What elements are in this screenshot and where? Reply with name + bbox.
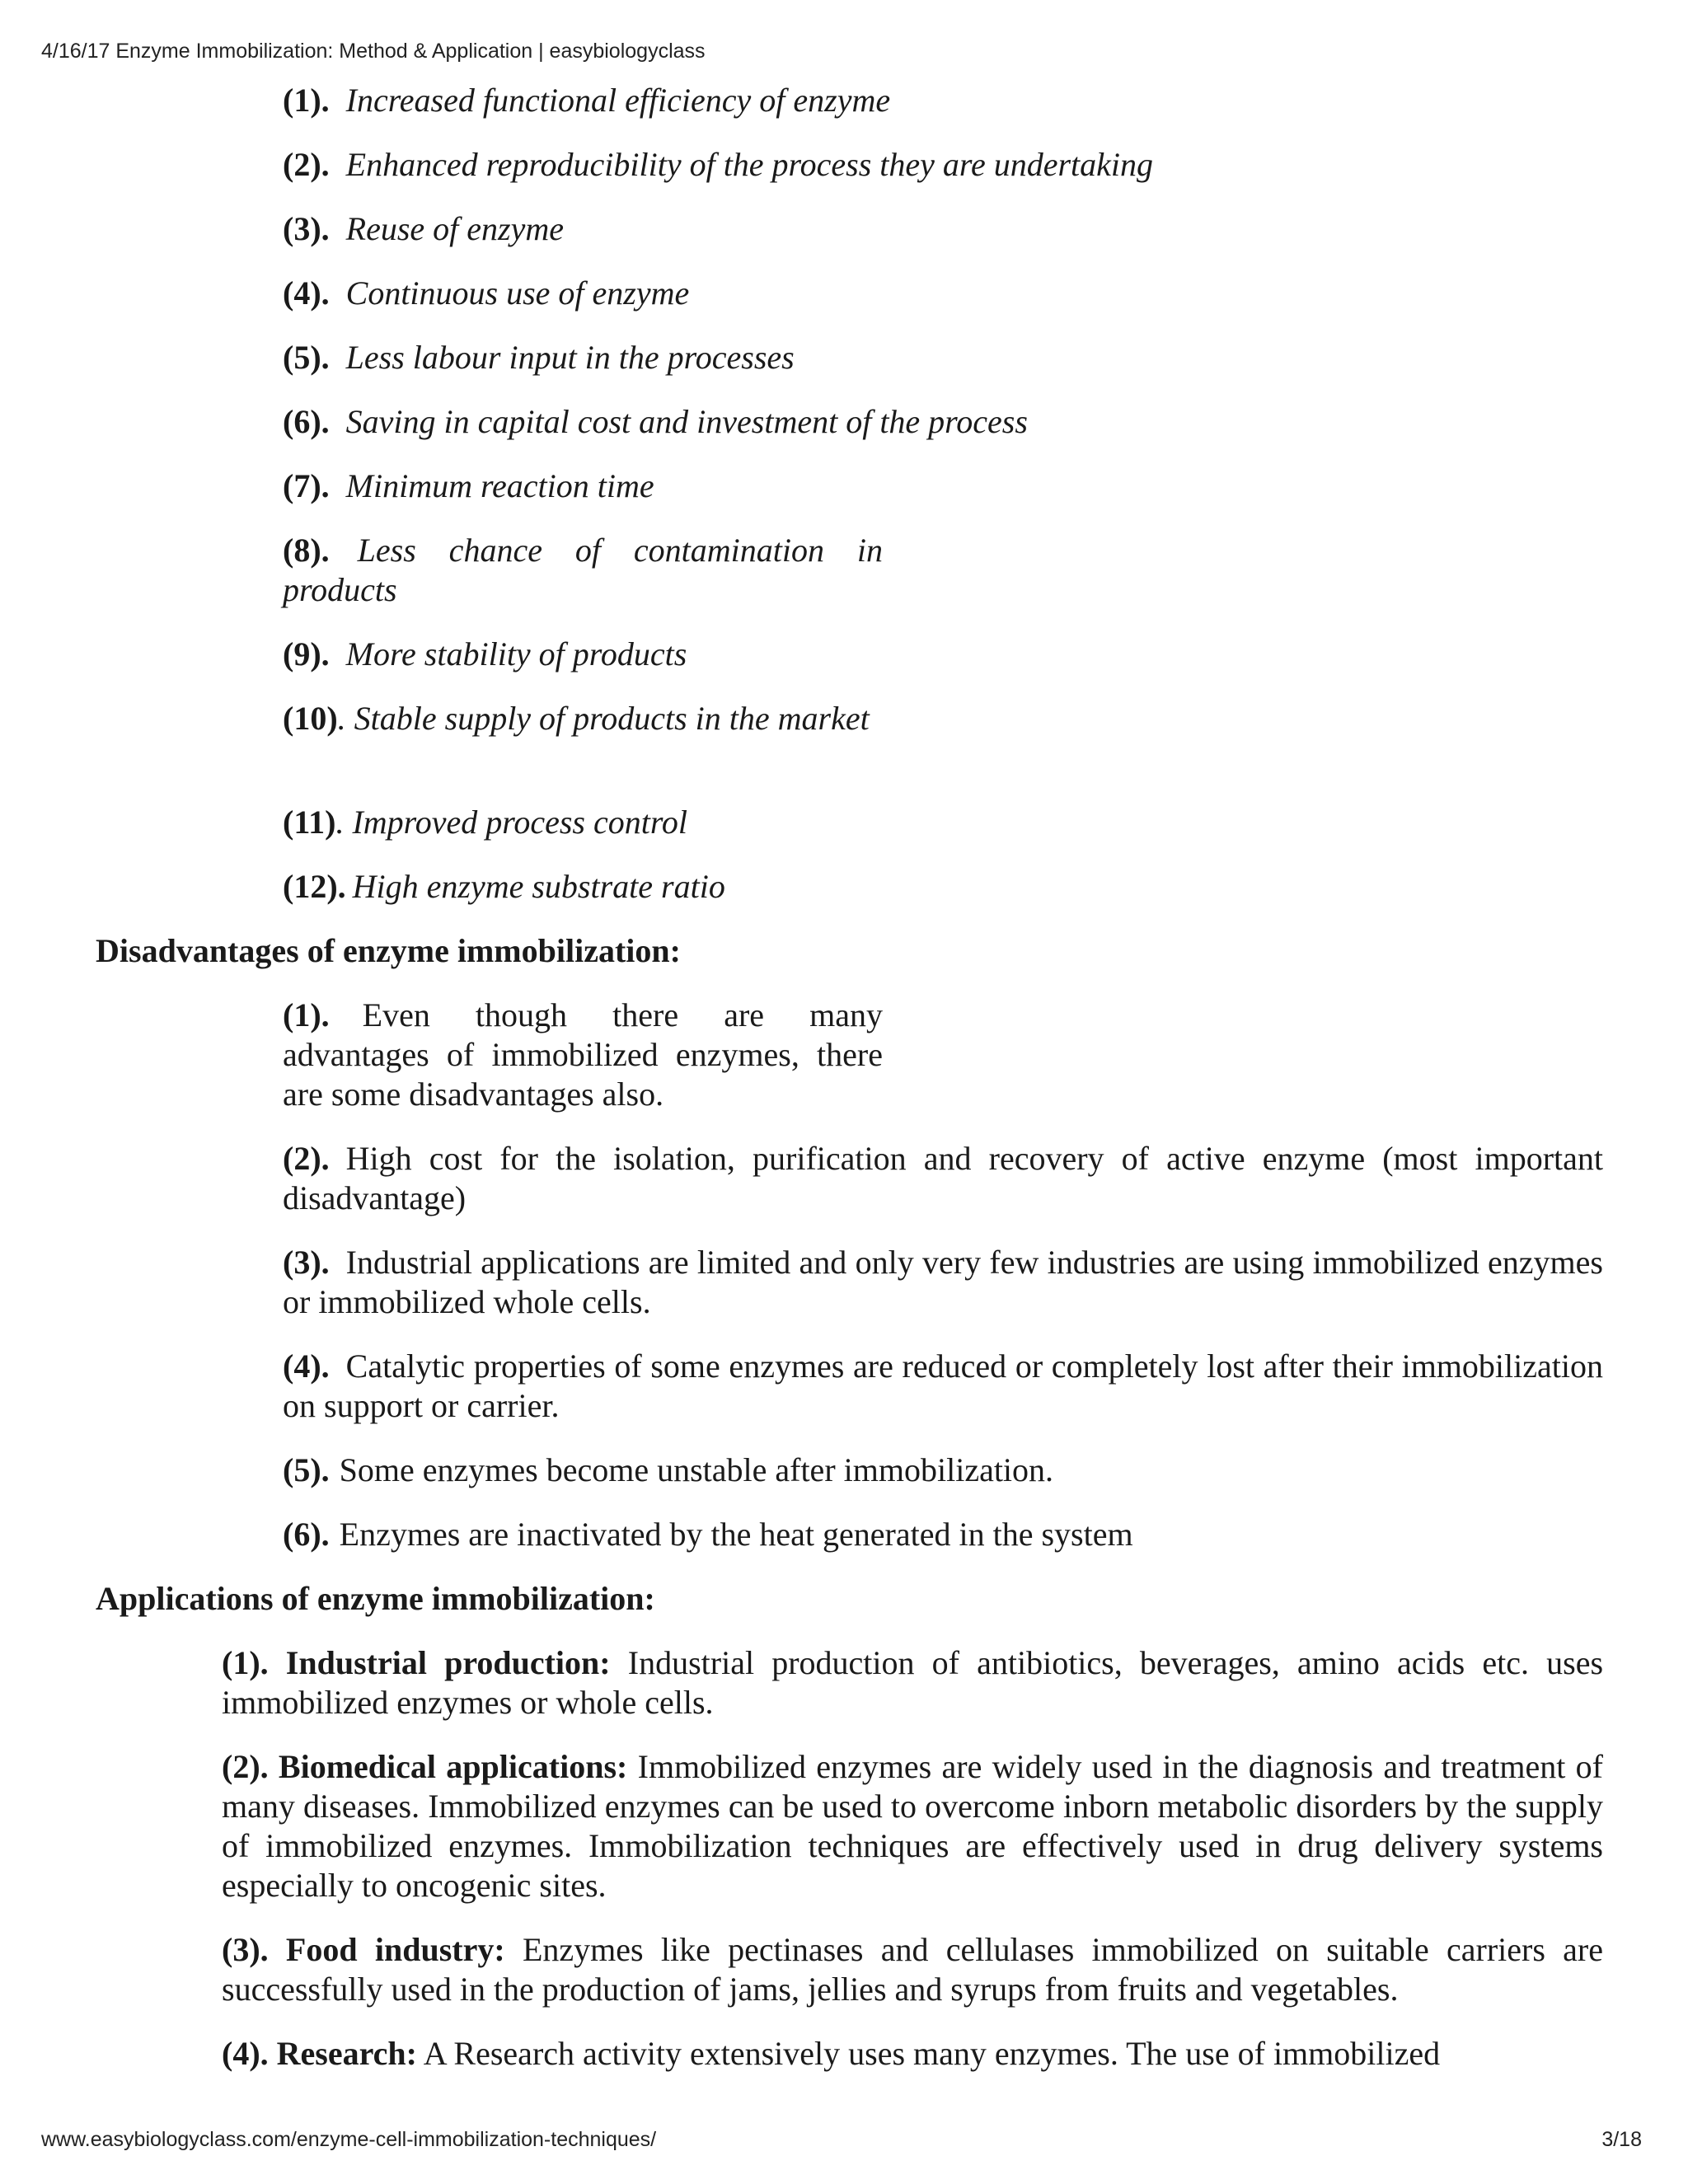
item-text: Industrial production of antibiotics, beverages, amino acids etc. uses immobilized enzymes or whole cells. (222, 1644, 1604, 1721)
item-text: Some enzymes become unstable after immobilization. (339, 1451, 1054, 1488)
disadvantage-item (283, 1139, 1603, 1218)
item-number: (11) (283, 804, 336, 841)
item-text: High enzyme substrate ratio (352, 868, 725, 905)
item-number: (7). (283, 467, 330, 504)
item-label: (1). Industrial production: (222, 1644, 611, 1681)
advantage-item (283, 209, 564, 249)
application-item (222, 1747, 1603, 1905)
advantage-item (283, 635, 687, 674)
footer-url: www.easybiologyclass.com/enzyme-cell-immobilization-techniques/ (41, 2128, 657, 2151)
advantage-item (283, 803, 687, 842)
disadvantages-heading: Disadvantages of enzyme immobilization: (96, 932, 681, 969)
item-text: Less chance of contamination in products (283, 532, 883, 608)
advantage-item (283, 699, 883, 738)
item-text: Even though there are many advantages of immobilized enzymes, there are some disadvantages also. (283, 996, 883, 1113)
item-number: (2). (283, 1140, 330, 1177)
item-text: Minimum reaction time (345, 467, 654, 504)
item-number: (5). (283, 339, 330, 376)
item-number: (4). (283, 274, 330, 312)
advantage-item (283, 81, 890, 120)
item-number: (4). (283, 1347, 330, 1385)
page-number: 3/18 (1601, 2128, 1642, 2151)
advantage-item (283, 531, 883, 610)
item-text: . Stable supply of products in the market (337, 700, 870, 737)
item-text: High cost for the isolation, purification and recovery of active enzyme (most important disadvantage) (283, 1140, 1603, 1216)
item-number: (6). (283, 403, 330, 440)
item-text: A Research activity extensively uses many enzymes. The use of immobilized (423, 2035, 1441, 2072)
item-text: Saving in capital cost and investment of the process (345, 403, 1028, 440)
item-text: Catalytic properties of some enzymes are reduced or completely lost after their immobilization on support or carrier. (283, 1347, 1603, 1424)
item-text: Enzymes are inactivated by the heat generated in the system (339, 1516, 1133, 1553)
application-item (222, 1643, 1603, 1722)
item-label: (4). Research: (222, 2035, 417, 2072)
item-label: (3). Food industry: (222, 1931, 505, 1968)
advantage-item (283, 466, 654, 506)
item-text: Less labour input in the processes (345, 339, 795, 376)
item-number: (6). (283, 1516, 330, 1553)
item-text: Reuse of enzyme (345, 210, 564, 247)
item-text: Enhanced reproducibility of the process they are undertaking (345, 146, 1154, 183)
advantage-item (283, 338, 795, 377)
item-number: (5). (283, 1451, 330, 1488)
disadvantage-item (283, 1451, 1603, 1490)
advantage-item (283, 274, 689, 313)
item-label: (2). Biomedical applications: (222, 1748, 628, 1785)
print-header: 4/16/17 Enzyme Immobilization: Method & Application | easybiologyclass (41, 40, 706, 63)
application-item (222, 1930, 1603, 2009)
disadvantage-item (283, 1243, 1603, 1322)
application-item (222, 2034, 1603, 2074)
advantage-item (283, 402, 1028, 442)
advantage-item (283, 867, 725, 907)
item-number: (2). (283, 146, 330, 183)
item-number: (8). (283, 532, 330, 569)
item-number: (1). (283, 996, 330, 1033)
item-text: Continuous use of enzyme (345, 274, 690, 312)
item-text: . Improved process control (335, 804, 688, 841)
applications-heading: Applications of enzyme immobilization: (96, 1580, 655, 1617)
item-text: Increased functional efficiency of enzyme (345, 82, 891, 119)
advantage-item (283, 145, 1153, 185)
item-text: Industrial applications are limited and only very few industries are using immobilized enzymes or immobilized whole cells. (283, 1244, 1603, 1320)
item-number: (10) (283, 700, 338, 737)
item-number: (1). (283, 82, 330, 119)
item-text: More stability of products (345, 635, 687, 673)
disadvantage-item (283, 996, 883, 1114)
item-number: (12). (283, 868, 346, 905)
item-text: Immobilized enzymes are widely used in the diagnosis and treatment of many diseases. Immobilized enzymes can be used to overcome inborn metabolic disorders by the supply of immobilized enzymes. Immobilization techniques are effectively used in drug delivery systems especially to oncogenic sites. (222, 1748, 1603, 1904)
disadvantage-item (283, 1515, 1603, 1554)
item-text: Enzymes like pectinases and cellulases immobilized on suitable carriers are successfully used in the production of jams, jellies and syrups from fruits and vegetables. (222, 1931, 1603, 2008)
item-number: (3). (283, 210, 330, 247)
item-number: (9). (283, 635, 330, 673)
disadvantage-item (283, 1347, 1603, 1426)
item-number: (3). (283, 1244, 330, 1281)
